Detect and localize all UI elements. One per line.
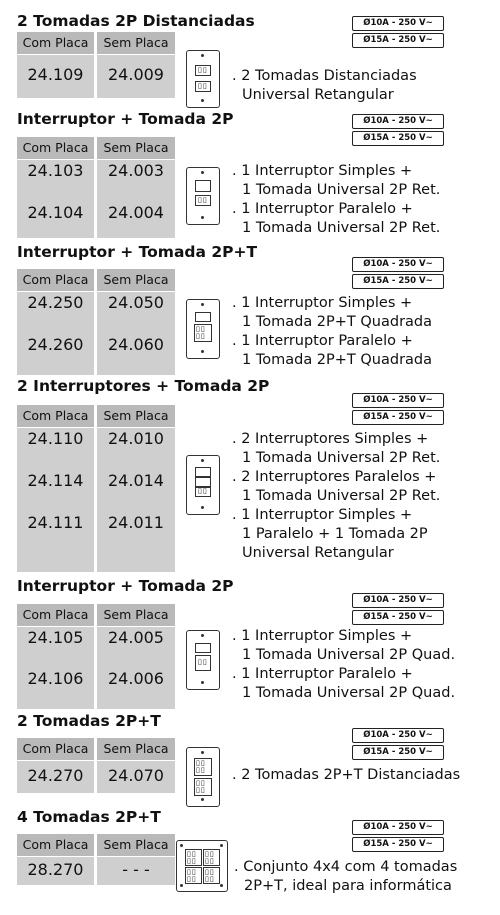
header-com-placa: Com Placa — [17, 269, 94, 291]
rating-10a: Ø10A - 250 V~ — [352, 728, 444, 743]
header-sem-placa: Sem Placa — [97, 137, 175, 159]
rating-box — [352, 820, 444, 854]
section-title: Interruptor + Tomada 2P — [17, 110, 234, 128]
header-com-placa: Com Placa — [17, 137, 94, 159]
header-com-placa: Com Placa — [17, 604, 94, 626]
description: . 1 Interruptor Simples + 1 Tomada Universal 2P Ret. . 1 Interruptor Paralelo + 1 Tomada Universal 2P Ret. — [232, 163, 441, 236]
rating-10a: Ø10A - 250 V~ — [352, 16, 444, 31]
rating-box — [352, 257, 444, 291]
double-outlet-2pt-plate-icon: ▯▯ ▯▯ ▯▯ ▯▯ — [186, 747, 220, 807]
product-section-5 — [0, 577, 500, 711]
column-sem-placa: 24.050 24.060 — [97, 292, 175, 375]
column-com-placa: 24.250 24.260 — [17, 292, 94, 375]
header-com-placa: Com Placa — [17, 32, 94, 54]
header-com-placa: Com Placa — [17, 738, 94, 760]
rating-15a: Ø15A - 250 V~ — [352, 745, 444, 760]
quad-outlet-4x4-plate-icon: ▯▯ ▯▯ ▯▯ ▯▯ ▯▯ ▯▯ ▯▯ ▯▯ — [176, 840, 228, 892]
description: . 1 Interruptor Simples + 1 Tomada Universal 2P Quad. . 1 Interruptor Paralelo + 1 Tomada Universal 2P Quad. — [232, 628, 456, 701]
rating-10a: Ø10A - 250 V~ — [352, 393, 444, 408]
product-section-1 — [0, 12, 500, 108]
column-sem-placa — [97, 55, 175, 98]
column-com-placa — [17, 55, 94, 98]
rating-10a: Ø10A - 250 V~ — [352, 114, 444, 129]
section-title: 4 Tomadas 2P+T — [17, 808, 161, 826]
rating-15a: Ø15A - 250 V~ — [352, 610, 444, 625]
section-title: Interruptor + Tomada 2P — [17, 577, 234, 595]
header-sem-placa: Sem Placa — [97, 604, 175, 626]
header-sem-placa: Sem Placa — [97, 269, 175, 291]
header-com-placa: Com Placa — [17, 834, 94, 856]
description: . 2 Tomadas 2P+T Distanciadas — [232, 767, 461, 783]
rating-15a: Ø15A - 250 V~ — [352, 33, 444, 48]
two-switch-outlet-plate-icon: ▯▯ — [186, 455, 220, 515]
rating-box — [352, 593, 444, 627]
rating-15a: Ø15A - 250 V~ — [352, 837, 444, 852]
product-section-3 — [0, 243, 500, 377]
rating-box — [352, 728, 444, 762]
description: . 2 Tomadas Distanciadas Universal Retangular — [232, 68, 417, 103]
rating-box — [352, 393, 444, 427]
column-com-placa: 28.270 — [17, 857, 94, 885]
switch-outlet-plate-icon: ▯▯ — [186, 167, 220, 225]
product-section-6 — [0, 712, 500, 812]
column-com-placa: 24.110 24.114 24.111 — [17, 428, 94, 572]
rating-10a: Ø10A - 250 V~ — [352, 820, 444, 835]
column-sem-placa: 24.005 24.006 — [97, 627, 175, 709]
rating-15a: Ø15A - 250 V~ — [352, 410, 444, 425]
header-sem-placa: Sem Placa — [97, 32, 175, 54]
switch-outlet-2pt-plate-icon: ▯▯ ▯▯ — [186, 299, 220, 359]
section-title: Interruptor + Tomada 2P+T — [17, 243, 258, 261]
column-sem-placa: 24.070 — [97, 761, 175, 793]
rating-10a: Ø10A - 250 V~ — [352, 257, 444, 272]
column-com-placa: 24.105 24.106 — [17, 627, 94, 709]
code-com-placa: 24.109 — [27, 65, 84, 84]
column-com-placa: 24.270 — [17, 761, 94, 793]
description: . Conjunto 4x4 com 4 tomadas 2P+T, ideal para informática — [234, 859, 458, 894]
rating-box — [352, 16, 444, 50]
column-sem-placa: 24.003 24.004 — [97, 160, 175, 238]
section-title: 2 Tomadas 2P Distanciadas — [17, 12, 255, 30]
header-sem-placa: Sem Placa — [97, 738, 175, 760]
description: . 2 Interruptores Simples + 1 Tomada Universal 2P Ret. . 2 Interruptores Paralelos + 1 Tomada Universal 2P Ret. . 1 Interruptor Simples + 1 Paralelo + 1 Tomada 2P Universal Retangular — [232, 431, 441, 561]
header-sem-placa: Sem Placa — [97, 834, 175, 856]
column-sem-placa: 24.010 24.014 24.011 — [97, 428, 175, 572]
rating-15a: Ø15A - 250 V~ — [352, 131, 444, 146]
header-sem-placa: Sem Placa — [97, 405, 175, 427]
code-sem-placa: 24.009 — [108, 65, 164, 84]
rating-15a: Ø15A - 250 V~ — [352, 274, 444, 289]
section-title: 2 Interruptores + Tomada 2P — [17, 377, 270, 395]
switch-outlet-quad-plate-icon: ▯▯ — [186, 630, 220, 690]
product-section-4 — [0, 377, 500, 577]
rating-box — [352, 114, 444, 148]
header-com-placa: Com Placa — [17, 405, 94, 427]
product-section-7 — [0, 808, 500, 913]
section-title: 2 Tomadas 2P+T — [17, 712, 161, 730]
product-section-2 — [0, 110, 500, 240]
column-sem-placa: - - - — [97, 857, 175, 885]
column-com-placa: 24.103 24.104 — [17, 160, 94, 238]
description: . 1 Interruptor Simples + 1 Tomada 2P+T Quadrada . 1 Interruptor Paralelo + 1 Tomada 2P+T Quadrada — [232, 295, 433, 368]
rating-10a: Ø10A - 250 V~ — [352, 593, 444, 608]
outlet-plate-icon: ▯▯ ▯▯ — [186, 50, 220, 108]
